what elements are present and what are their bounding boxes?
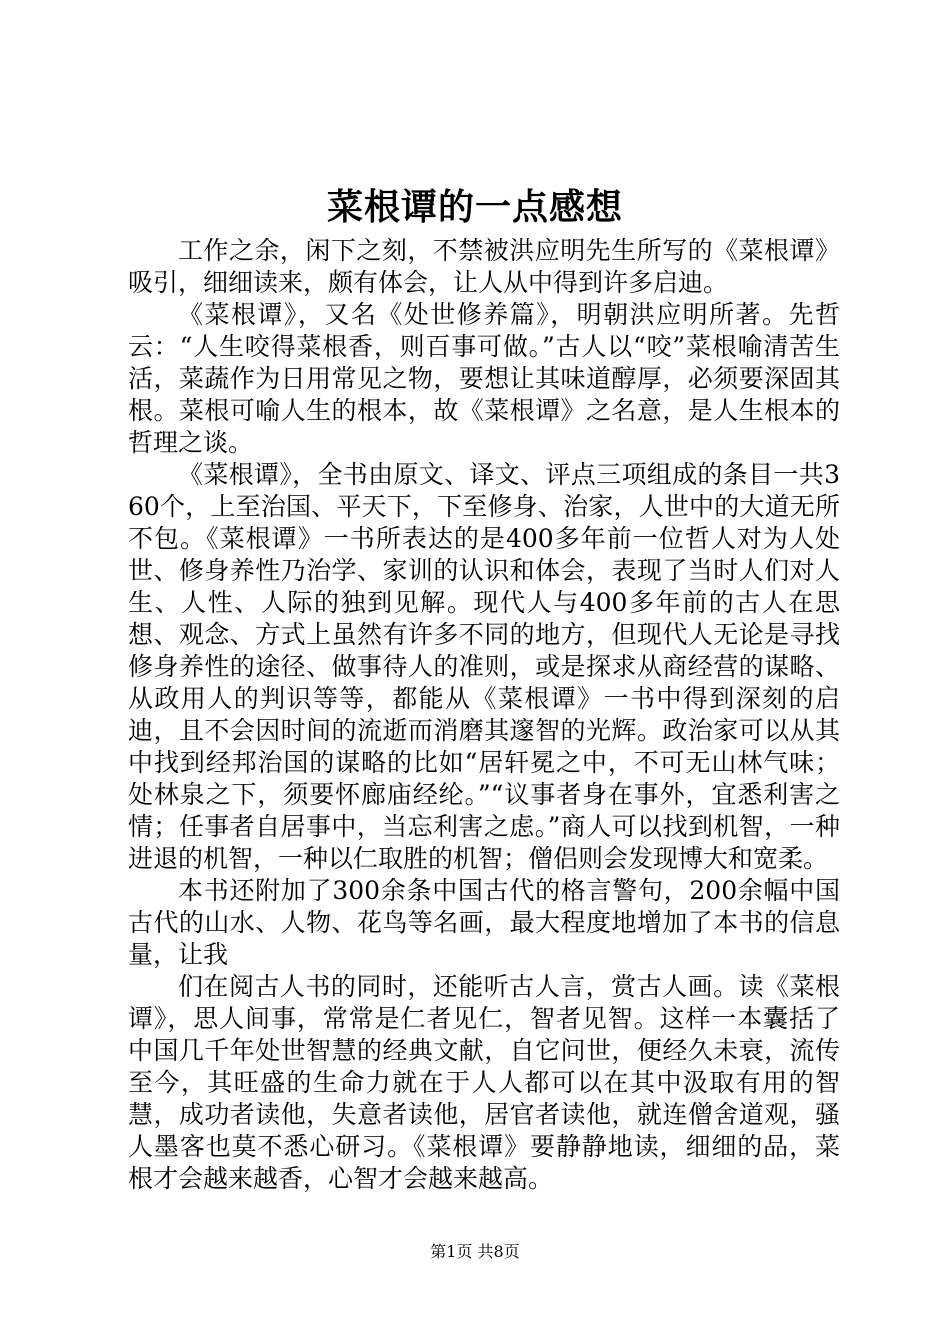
document-body <box>128 235 840 1195</box>
paragraph-3: 《菜根谭》，全书由原文、译文、评点三项组成的条目一共360个，上至治国、平天下，下至修身、治家，人世中的大道无所不包。《菜根谭》一书所表达的是400多年前一位哲人对为人处世、修身养性乃治学、家训的认识和体会，表现了当时人们对人生、人性、人际的独到见解。现代人与400多年前的古人在思想、观念、方式上虽然有许多不同的地方，但现代人无论是寻找修身养性的途径、做事待人的准则，或是探求从商经营的谋略、从政用人的判识等等，都能从《菜根谭》一书中得到深刻的启迪，且不会因时间的流逝而消磨其邃智的光辉。政治家可以从其中找到经邦治国的谋略的比如“居轩冕之中，不可无山林气味；处林泉之下，须要怀廊庙经纶。”“议事者身在事外，宜悉利害之情；任事者自居事中，当忘利害之虑。”商人可以找到机智，一种进退的机智，一种以仁取胜的机智；僧侣则会发现博大和宽柔。 <box>128 460 840 873</box>
paragraph-1: 工作之余，闲下之刻，不禁被洪应明先生所写的《菜根谭》吸引，细细读来，颇有体会，让人从中得到许多启迪。 <box>128 236 840 297</box>
paragraph-5: 们在阅古人书的同时，还能听古人言，赏古人画。读《菜根谭》，思人间事，常常是仁者见仁，智者见智。这样一本囊括了中国几千年处世智慧的经典文献，自它问世，便经久未衰，流传至今，其旺盛的生命力就在于人人都可以在其中汲取有用的智慧，成功者读他，失意者读他，居官者读他，就连僧舍道观，骚人墨客也莫不悉心研习。《菜根谭》要静静地读，细细的品，菜根才会越来越香，心智才会越来越高。 <box>128 972 840 1193</box>
paragraph-4: 本书还附加了300余条中国古代的格言警句，200余幅中国古代的山水、人物、花鸟等名画，最大程度地增加了本书的信息量，让我 <box>128 876 840 969</box>
document-title: 菜根谭的一点感想 <box>326 186 623 228</box>
paragraph-2: 《菜根谭》，又名《处世修养篇》，明朝洪应明所著。先哲云：“人生咬得菜根香，则百事可做。”古人以“咬”菜根喻清苦生活，菜蔬作为日用常见之物，要想让其味道醇厚，必须要深固其根。菜根可喻人生的根本，故《菜根谭》之名意，是人生根本的哲理之谈。 <box>128 300 840 457</box>
page-footer: 第1页 共8页 <box>430 1242 520 1261</box>
